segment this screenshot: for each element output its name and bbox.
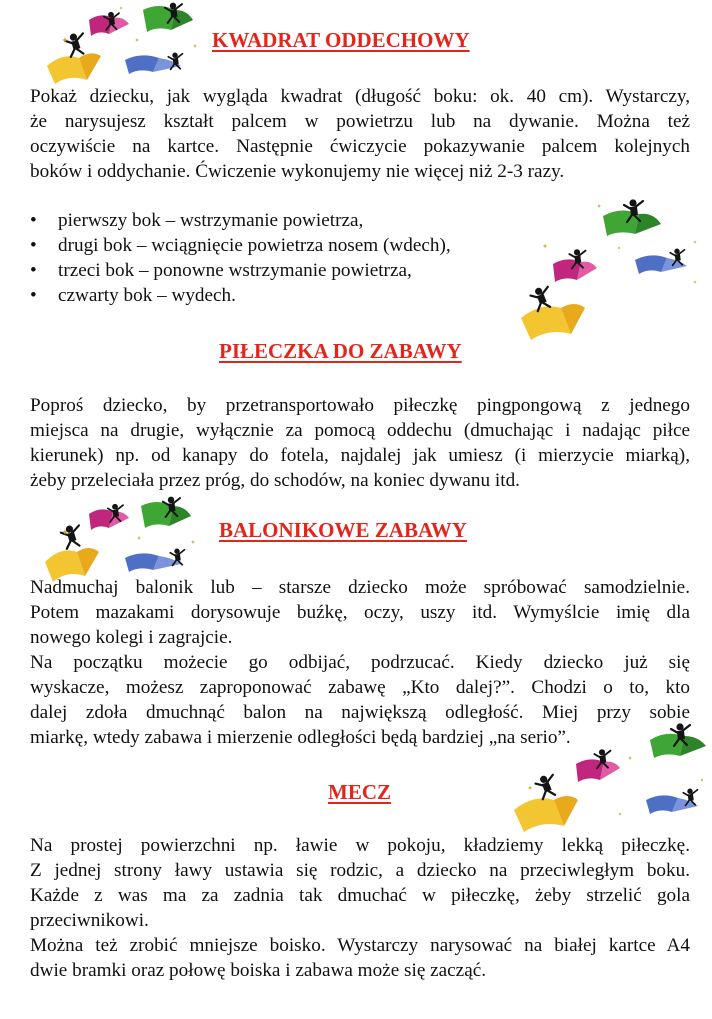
- paragraph-pileczka: [30, 393, 690, 493]
- heading-pileczka-do-zabawy: PIŁECZKA DO ZABAWY: [219, 339, 462, 363]
- list-item-text: pierwszy bok – wstrzymanie powietrza,: [58, 210, 364, 231]
- text-line: Można też zrobić mniejsze boisko. Wystarczy narysować na białej kartce A4: [30, 935, 690, 956]
- heading-kwadrat-oddechowy: KWADRAT ODDECHOWY: [212, 28, 470, 52]
- list-item: [30, 208, 451, 233]
- text-line: dalej zdoła dmuchnąć balon na największą odległość. Miej przy sobie: [30, 702, 690, 723]
- list-item: [30, 283, 451, 308]
- flying-books-decoration-left: [25, 488, 205, 583]
- breathing-steps-list: [30, 208, 451, 308]
- text-line: że narysujesz kształt palcem w powietrzu lub na dywanie. Można też: [30, 111, 690, 132]
- list-item: [30, 233, 451, 258]
- text-line: miarkę, wtedy zabawa i mierzenie odległości będą bardziej „na serio”.: [30, 727, 571, 748]
- flying-books-decoration-right: [515, 186, 705, 346]
- text-line: żeby przeleciała przez próg, do schodów, na koniec dywanu itd.: [30, 470, 520, 491]
- text-line: przeciwnikowi.: [30, 910, 149, 931]
- bullet-icon: •: [30, 235, 37, 256]
- paragraph-kwadrat: [30, 84, 690, 184]
- text-line: Z jednej strony ławy ustawia się rodzic, a dziecko na przeciwległym boku.: [30, 860, 690, 881]
- bullet-icon: •: [30, 285, 37, 306]
- bullet-icon: •: [30, 260, 37, 281]
- list-item-text: trzeci bok – ponowne wstrzymanie powietrza,: [58, 260, 412, 281]
- flying-books-decoration-top: [25, 0, 205, 85]
- text-line: nowego kolegi i zagrajcie.: [30, 627, 233, 648]
- bullet-icon: •: [30, 210, 37, 231]
- text-line: Pokaż dziecku, jak wygląda kwadrat (długość boku: ok. 40 cm). Wystarczy,: [30, 86, 690, 107]
- text-line: Na początku możecie go odbijać, podrzucać. Kiedy dziecko już się: [30, 652, 690, 673]
- list-item: [30, 258, 451, 283]
- text-line: Na prostej powierzchni np. ławie w pokoju, kładziemy lekką piłeczkę.: [30, 835, 690, 856]
- list-item-text: czwarty bok – wydech.: [58, 285, 236, 306]
- text-line: kierunek) np. od kanapy do fotela, najdalej jak umiesz (i mierzycie miarką),: [30, 445, 690, 466]
- text-line: boków i oddychanie. Ćwiczenie wykonujemy nie więcej niż 2-3 razy.: [30, 161, 565, 182]
- list-item-text: drugi bok – wciągnięcie powietrza nosem (wdech),: [58, 235, 451, 256]
- heading-balonikowe-zabawy: BALONIKOWE ZABAWY: [219, 518, 467, 542]
- heading-mecz: MECZ: [328, 780, 391, 804]
- text-line: Każde z was ma za zadnia tak dmuchać w piłeczkę, żeby strzelić gola: [30, 885, 690, 906]
- text-line: Nadmuchaj balonik lub – starsze dziecko może spróbować samodzielnie.: [30, 577, 690, 598]
- text-line: dwie bramki oraz połowę boiska i zabawa może się zacząć.: [30, 960, 487, 981]
- text-line: wyskacze, możesz zaproponować zabawę „Kto dalej?”. Chodzi o to, kto: [30, 677, 690, 698]
- paragraph-balonikowe: [30, 575, 690, 750]
- text-line: Potem mazakami dorysowuje buźkę, oczy, uszy itd. Wymyślcie imię dla: [30, 602, 690, 623]
- paragraph-mecz: [30, 833, 690, 983]
- text-line: Poproś dziecko, by przetransportowało piłeczkę pingpongową z jednego: [30, 395, 690, 416]
- text-line: miejsca na drugie, wyłącznie za pomocą oddechu (dmuchając i nadając piłce: [30, 420, 690, 441]
- text-line: oczywiście na kartce. Następnie ćwiczycie pokazywanie palcem kolejnych: [30, 136, 690, 157]
